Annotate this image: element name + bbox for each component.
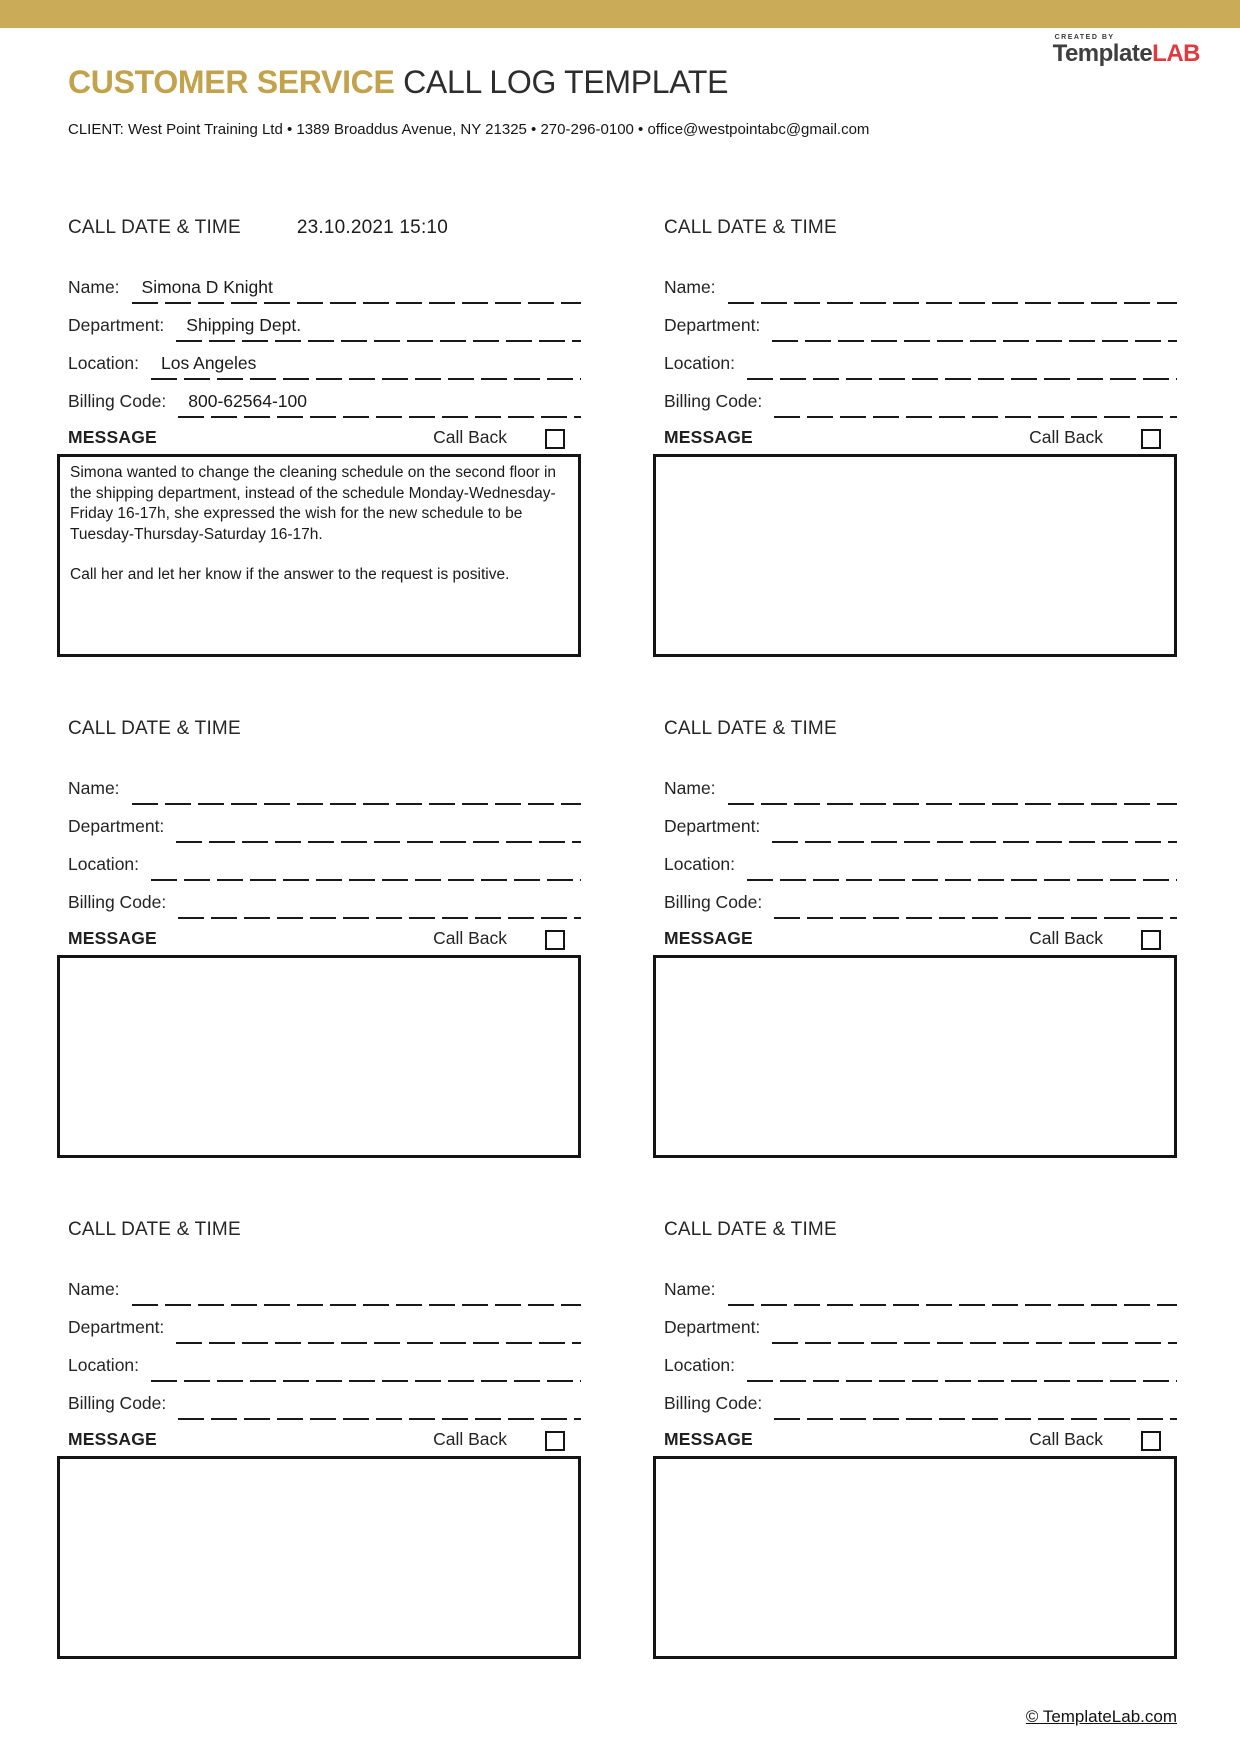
name-row <box>653 775 1177 805</box>
billing-code-row <box>653 388 1177 418</box>
message-header-row <box>57 927 581 949</box>
accent-top-bar <box>0 0 1240 28</box>
brand-name <box>1053 40 1200 67</box>
department-label: Department: <box>68 1317 165 1337</box>
name-label: Name: <box>664 1279 716 1299</box>
department-field[interactable] <box>772 813 1177 843</box>
message-box[interactable] <box>57 454 581 657</box>
message-paragraph: Call her and let her know if the answer to the request is positive. <box>70 566 510 583</box>
message-label: MESSAGE <box>664 1428 753 1449</box>
message-box[interactable] <box>57 955 581 1158</box>
department-label: Department: <box>68 816 165 836</box>
message-paragraph: Simona wanted to change the cleaning schedule on the second floor in the shipping department, instead of the schedule Monday-Wednesday-Friday 16-17h, she expressed the wish for the new schedule to be Tuesday-Thursday-Saturday 16-17h. <box>70 464 557 543</box>
department-row <box>653 312 1177 342</box>
department-label: Department: <box>664 816 761 836</box>
location-field[interactable] <box>151 1352 581 1382</box>
billing-code-label: Billing Code: <box>664 391 763 411</box>
department-row <box>653 1314 1177 1344</box>
billing-code-label: Billing Code: <box>664 1393 763 1413</box>
department-row <box>57 813 581 843</box>
call-entry-6 <box>653 1219 1177 1659</box>
entry-header <box>57 1219 581 1241</box>
location-label: Location: <box>68 353 140 373</box>
call-entry-4 <box>653 718 1177 1158</box>
location-field[interactable] <box>747 1352 1177 1382</box>
name-value <box>728 799 738 805</box>
department-label: Department: <box>664 1317 761 1337</box>
location-row <box>653 350 1177 380</box>
page-title-highlight: CUSTOMER SERVICE <box>68 64 395 100</box>
billing-code-label: Billing Code: <box>664 892 763 912</box>
billing-code-field[interactable] <box>774 889 1177 919</box>
name-label: Name: <box>664 277 716 297</box>
message-header-row <box>653 426 1177 448</box>
name-label: Name: <box>68 778 120 798</box>
message-label: MESSAGE <box>68 927 157 948</box>
name-row <box>653 1276 1177 1306</box>
location-row <box>57 350 581 380</box>
name-field[interactable] <box>728 1276 1177 1306</box>
billing-code-row <box>57 388 581 418</box>
department-field[interactable] <box>176 813 581 843</box>
call-back-label: Call Back <box>1029 927 1103 948</box>
call-date-time-label: CALL DATE & TIME <box>68 718 241 739</box>
name-field[interactable] <box>132 775 581 805</box>
call-back-checkbox[interactable] <box>545 930 565 950</box>
call-back-label: Call Back <box>433 1428 507 1449</box>
name-label: Name: <box>68 1279 120 1299</box>
name-label: Name: <box>68 277 120 297</box>
call-back-label: Call Back <box>433 927 507 948</box>
location-row <box>653 1352 1177 1382</box>
call-entry-1 <box>57 217 581 657</box>
billing-code-value: 800-62564-100 <box>188 391 307 411</box>
name-field[interactable] <box>728 274 1177 304</box>
call-entry-2 <box>653 217 1177 657</box>
call-back-checkbox[interactable] <box>545 429 565 449</box>
billing-code-row <box>57 889 581 919</box>
entry-header <box>57 718 581 740</box>
created-by-text: CREATED BY <box>1054 34 1115 41</box>
department-label: Department: <box>68 315 165 335</box>
page-footer <box>0 1707 1240 1727</box>
message-box[interactable] <box>57 1456 581 1659</box>
department-row <box>57 1314 581 1344</box>
location-row <box>653 851 1177 881</box>
name-row <box>57 274 581 304</box>
name-value <box>728 298 738 304</box>
message-box[interactable] <box>653 1456 1177 1659</box>
billing-code-row <box>653 1390 1177 1420</box>
billing-code-value <box>178 913 188 919</box>
department-field[interactable] <box>772 312 1177 342</box>
message-box[interactable] <box>653 454 1177 657</box>
call-date-time-value[interactable]: 23.10.2021 15:10 <box>296 217 448 238</box>
location-field[interactable] <box>151 350 581 380</box>
billing-code-label: Billing Code: <box>68 391 167 411</box>
department-row <box>653 813 1177 843</box>
client-info-line: CLIENT: West Point Training Ltd • 1389 Broaddus Avenue, NY 21325 • 270-296-0100 • office@westpointabc@gmail.com <box>68 121 870 138</box>
call-back-checkbox[interactable] <box>545 1431 565 1451</box>
billing-code-value <box>774 412 784 418</box>
call-date-time-label: CALL DATE & TIME <box>664 217 837 238</box>
location-value <box>747 875 757 881</box>
name-field[interactable] <box>132 1276 581 1306</box>
name-value <box>728 1300 738 1306</box>
location-label: Location: <box>664 854 736 874</box>
templatelab-footer-link[interactable]: © TemplateLab.com <box>1025 1707 1177 1726</box>
call-date-time-label: CALL DATE & TIME <box>68 217 241 238</box>
name-row <box>57 775 581 805</box>
billing-code-value <box>774 1414 784 1420</box>
billing-code-field[interactable] <box>178 889 581 919</box>
location-value <box>151 875 161 881</box>
call-back-label: Call Back <box>433 426 507 447</box>
location-label: Location: <box>664 353 736 373</box>
billing-code-label: Billing Code: <box>68 1393 167 1413</box>
name-field[interactable] <box>728 775 1177 805</box>
brand-row <box>0 28 1240 67</box>
department-value: Shipping Dept. <box>186 315 302 335</box>
call-date-time-label: CALL DATE & TIME <box>664 718 837 739</box>
name-value: Simona D Knight <box>141 277 273 297</box>
location-label: Location: <box>664 1355 736 1375</box>
department-field[interactable] <box>772 1314 1177 1344</box>
page-title-rest: CALL LOG TEMPLATE <box>403 64 729 100</box>
page-title <box>68 64 1240 100</box>
billing-code-field[interactable] <box>178 1390 581 1420</box>
call-back-label: Call Back <box>1029 426 1103 447</box>
message-label: MESSAGE <box>68 426 157 447</box>
name-value <box>132 799 142 805</box>
location-label: Location: <box>68 1355 140 1375</box>
call-back-checkbox[interactable] <box>1141 930 1161 950</box>
department-label: Department: <box>664 315 761 335</box>
department-field[interactable] <box>176 312 581 342</box>
message-box[interactable] <box>653 955 1177 1158</box>
billing-code-value <box>774 913 784 919</box>
call-entry-5 <box>57 1219 581 1659</box>
name-value <box>132 1300 142 1306</box>
billing-code-value <box>178 1414 188 1420</box>
location-row <box>57 851 581 881</box>
billing-code-row <box>653 889 1177 919</box>
department-value <box>772 837 782 843</box>
billing-code-row <box>57 1390 581 1420</box>
location-value <box>151 1376 161 1382</box>
call-date-time-label: CALL DATE & TIME <box>68 1219 241 1240</box>
brand-name-primary: Template <box>1052 40 1153 67</box>
billing-code-field[interactable] <box>774 388 1177 418</box>
call-entry-3 <box>57 718 581 1158</box>
billing-code-field[interactable] <box>178 388 581 418</box>
department-value <box>176 837 186 843</box>
location-field[interactable] <box>151 851 581 881</box>
department-value <box>176 1338 186 1344</box>
message-label: MESSAGE <box>664 426 753 447</box>
entry-header <box>653 217 1177 239</box>
location-field[interactable] <box>747 851 1177 881</box>
name-row <box>57 1276 581 1306</box>
message-header-row <box>653 927 1177 949</box>
templatelab-logo <box>1052 32 1200 67</box>
department-value <box>772 336 782 342</box>
message-label: MESSAGE <box>68 1428 157 1449</box>
brand-name-accent: LAB <box>1152 40 1200 67</box>
billing-code-label: Billing Code: <box>68 892 167 912</box>
department-row <box>57 312 581 342</box>
name-row <box>653 274 1177 304</box>
location-value: Los Angeles <box>161 353 257 373</box>
department-value <box>772 1338 782 1344</box>
message-header-row <box>57 426 581 448</box>
name-label: Name: <box>664 778 716 798</box>
entry-header <box>653 718 1177 740</box>
message-label: MESSAGE <box>664 927 753 948</box>
call-log-grid <box>0 217 1240 1659</box>
location-label: Location: <box>68 854 140 874</box>
message-header-row <box>57 1428 581 1450</box>
message-header-row <box>653 1428 1177 1450</box>
billing-code-field[interactable] <box>774 1390 1177 1420</box>
call-back-checkbox[interactable] <box>1141 1431 1161 1451</box>
location-field[interactable] <box>747 350 1177 380</box>
entry-header <box>653 1219 1177 1241</box>
entry-header <box>57 217 581 239</box>
location-value <box>747 1376 757 1382</box>
location-row <box>57 1352 581 1382</box>
call-back-checkbox[interactable] <box>1141 429 1161 449</box>
department-field[interactable] <box>176 1314 581 1344</box>
location-value <box>747 374 757 380</box>
call-date-time-label: CALL DATE & TIME <box>664 1219 837 1240</box>
call-back-label: Call Back <box>1029 1428 1103 1449</box>
name-field[interactable] <box>132 274 581 304</box>
